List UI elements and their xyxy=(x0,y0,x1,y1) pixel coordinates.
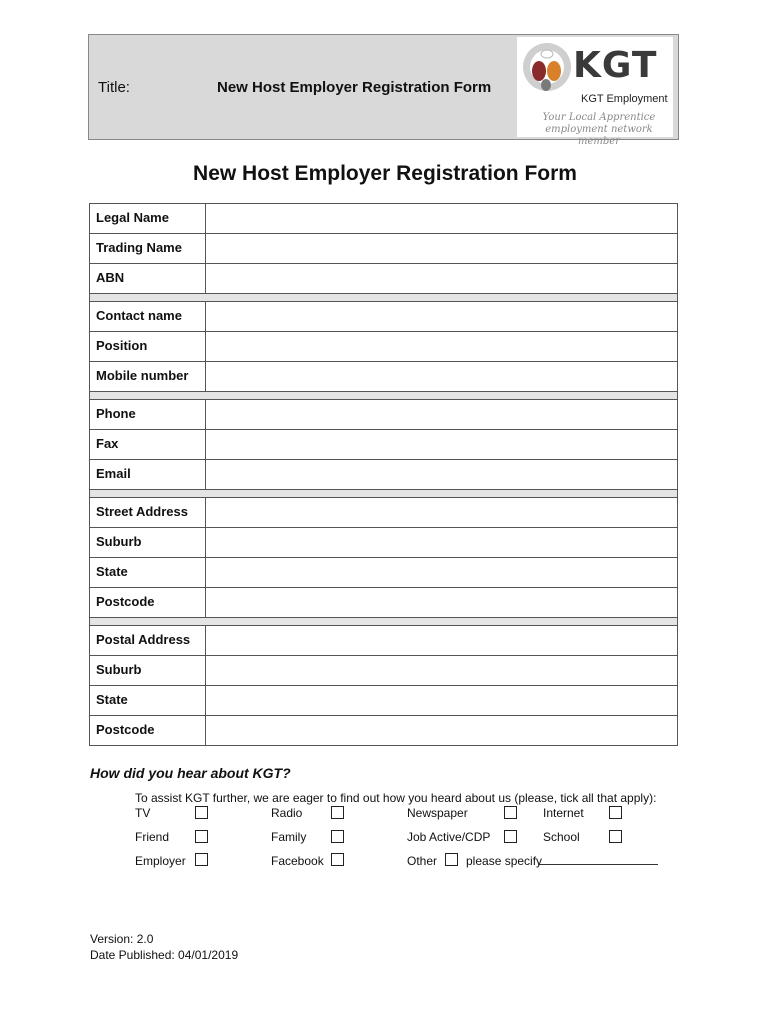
checkbox-radio[interactable] xyxy=(331,806,344,819)
field-row-street-address xyxy=(89,497,678,527)
option-label-friend: Friend xyxy=(135,830,170,844)
street-address-field[interactable] xyxy=(206,498,677,527)
survey-intro: To assist KGT further, we are eager to find out how you heard about us (please, tick all that apply): xyxy=(135,791,657,805)
section-divider xyxy=(89,293,678,301)
logo-mark-icon xyxy=(517,41,577,99)
specify-label: please specify xyxy=(466,854,543,868)
date-published-text: Date Published: 04/01/2019 xyxy=(90,948,239,962)
postal-postcode-field[interactable] xyxy=(206,716,677,745)
field-row-email xyxy=(89,459,678,489)
street-postcode-field[interactable] xyxy=(206,588,677,617)
option-label-family: Family xyxy=(271,830,307,844)
field-row-postal-state xyxy=(89,685,678,715)
field-row-postal-address xyxy=(89,625,678,655)
section-divider xyxy=(89,617,678,625)
checkbox-facebook[interactable] xyxy=(331,853,344,866)
section-divider xyxy=(89,391,678,399)
checkbox-friend[interactable] xyxy=(195,830,208,843)
fax-field[interactable] xyxy=(206,430,677,459)
checkbox-school[interactable] xyxy=(609,830,622,843)
field-label: Contact name xyxy=(90,302,206,331)
section-divider xyxy=(89,489,678,497)
field-label: Trading Name xyxy=(90,234,206,263)
option-label-newspaper: Newspaper xyxy=(407,806,468,820)
field-row-postal-postcode xyxy=(89,715,678,746)
field-row-street-postcode xyxy=(89,587,678,617)
field-label: Suburb xyxy=(90,528,206,557)
email-field[interactable] xyxy=(206,460,677,489)
document-header xyxy=(88,34,679,147)
field-label: ABN xyxy=(90,264,206,293)
field-label: Fax xyxy=(90,430,206,459)
phone-field[interactable] xyxy=(206,400,677,429)
field-label: State xyxy=(90,558,206,587)
field-label: Position xyxy=(90,332,206,361)
field-label: Phone xyxy=(90,400,206,429)
checkbox-internet[interactable] xyxy=(609,806,622,819)
field-row-mobile xyxy=(89,361,678,391)
postal-state-field[interactable] xyxy=(206,686,677,715)
field-row-street-suburb xyxy=(89,527,678,557)
street-state-field[interactable] xyxy=(206,558,677,587)
checkbox-tv[interactable] xyxy=(195,806,208,819)
field-label: Suburb xyxy=(90,656,206,685)
option-label-job-active: Job Active/CDP xyxy=(407,830,491,844)
field-row-legal-name xyxy=(89,203,678,233)
field-row-street-state xyxy=(89,557,678,587)
field-row-trading-name xyxy=(89,233,678,263)
checkbox-family[interactable] xyxy=(331,830,344,843)
field-label: Legal Name xyxy=(90,204,206,233)
header-title-value: New Host Employer Registration Form xyxy=(217,79,492,96)
field-label: State xyxy=(90,686,206,715)
option-label-school: School xyxy=(543,830,580,844)
option-label-employer: Employer xyxy=(135,854,186,868)
checkbox-employer[interactable] xyxy=(195,853,208,866)
field-label: Street Address xyxy=(90,498,206,527)
abn-field[interactable] xyxy=(206,264,677,293)
field-label: Postcode xyxy=(90,716,206,745)
position-field[interactable] xyxy=(206,332,677,361)
field-row-phone xyxy=(89,399,678,429)
trading-name-field[interactable] xyxy=(206,234,677,263)
street-suburb-field[interactable] xyxy=(206,528,677,557)
logo-subtitle: KGT Employment xyxy=(581,93,668,105)
option-label-other: Other xyxy=(407,854,438,868)
contact-name-field[interactable] xyxy=(206,302,677,331)
header-title-label: Title: xyxy=(98,79,130,96)
field-label: Email xyxy=(90,460,206,489)
legal-name-field[interactable] xyxy=(206,204,677,233)
version-text: Version: 2.0 xyxy=(90,932,154,946)
logo-tagline: Your Local Apprentice employment network member xyxy=(542,112,656,147)
checkbox-job-active[interactable] xyxy=(504,830,517,843)
field-row-contact-name xyxy=(89,301,678,331)
field-label: Mobile number xyxy=(90,362,206,391)
kgt-logo xyxy=(517,37,673,147)
registration-table xyxy=(89,203,678,746)
checkbox-newspaper[interactable] xyxy=(504,806,517,819)
specify-field[interactable] xyxy=(538,864,658,865)
field-row-position xyxy=(89,331,678,361)
option-label-tv: TV xyxy=(135,806,151,820)
option-label-facebook: Facebook xyxy=(271,854,324,868)
survey-question: How did you hear about KGT? xyxy=(90,765,291,781)
form-title: New Host Employer Registration Form xyxy=(193,162,577,185)
field-label: Postcode xyxy=(90,588,206,617)
postal-suburb-field[interactable] xyxy=(206,656,677,685)
mobile-number-field[interactable] xyxy=(206,362,677,391)
postal-address-field[interactable] xyxy=(206,626,677,655)
field-row-fax xyxy=(89,429,678,459)
logo-wordmark: KGT xyxy=(573,45,658,86)
field-row-postal-suburb xyxy=(89,655,678,685)
option-label-internet: Internet xyxy=(543,806,584,820)
checkbox-other[interactable] xyxy=(445,853,458,866)
option-label-radio: Radio xyxy=(271,806,303,820)
field-label: Postal Address xyxy=(90,626,206,655)
field-row-abn xyxy=(89,263,678,293)
